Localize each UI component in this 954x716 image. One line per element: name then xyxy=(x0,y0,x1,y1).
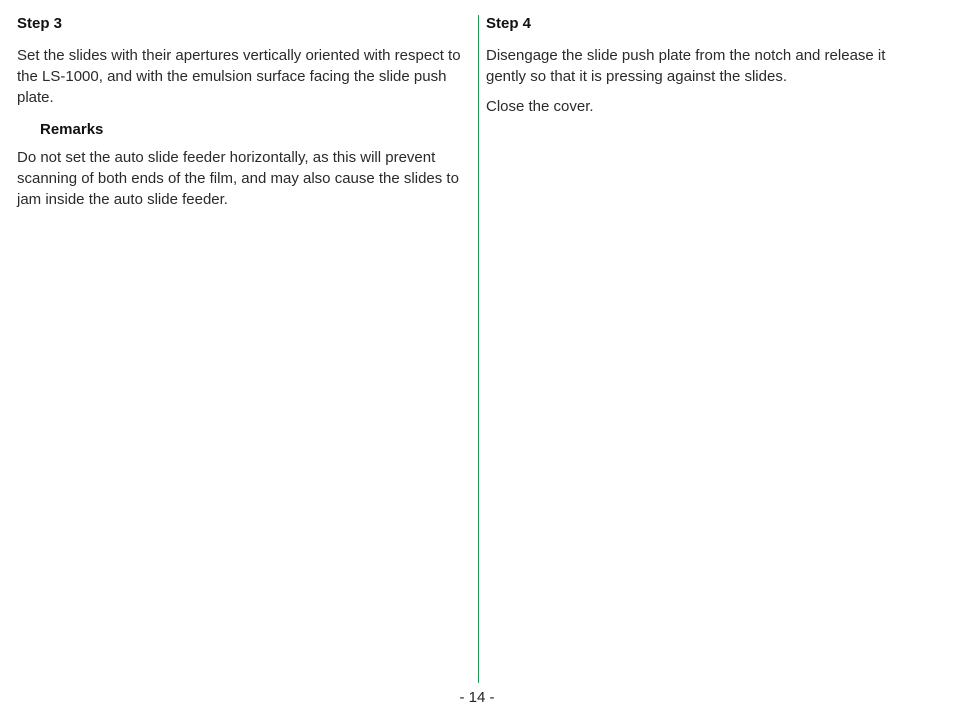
remarks-heading: Remarks xyxy=(40,121,104,138)
close-cover-instruction: Close the cover. xyxy=(486,98,594,115)
step-3-heading: Step 3 xyxy=(17,15,63,32)
step-3-instructions: Set the slides with their apertures vertically oriented with respect to the LS-1000, and with the emulsion surface facing the slide push plate. xyxy=(17,47,461,106)
page-number: - 14 - xyxy=(459,689,495,706)
step-4-instructions: Disengage the slide push plate from the notch and release it gently so that it is pressing against the slides. xyxy=(486,47,886,85)
column-divider xyxy=(478,15,479,683)
remarks-text: Do not set the auto slide feeder horizontally, as this will prevent scanning of both ends of the film, and may also cause the slides to jam inside the auto slide feeder. xyxy=(17,149,459,208)
step-4-heading: Step 4 xyxy=(486,15,532,32)
right-column xyxy=(486,14,926,126)
left-column xyxy=(17,14,472,219)
